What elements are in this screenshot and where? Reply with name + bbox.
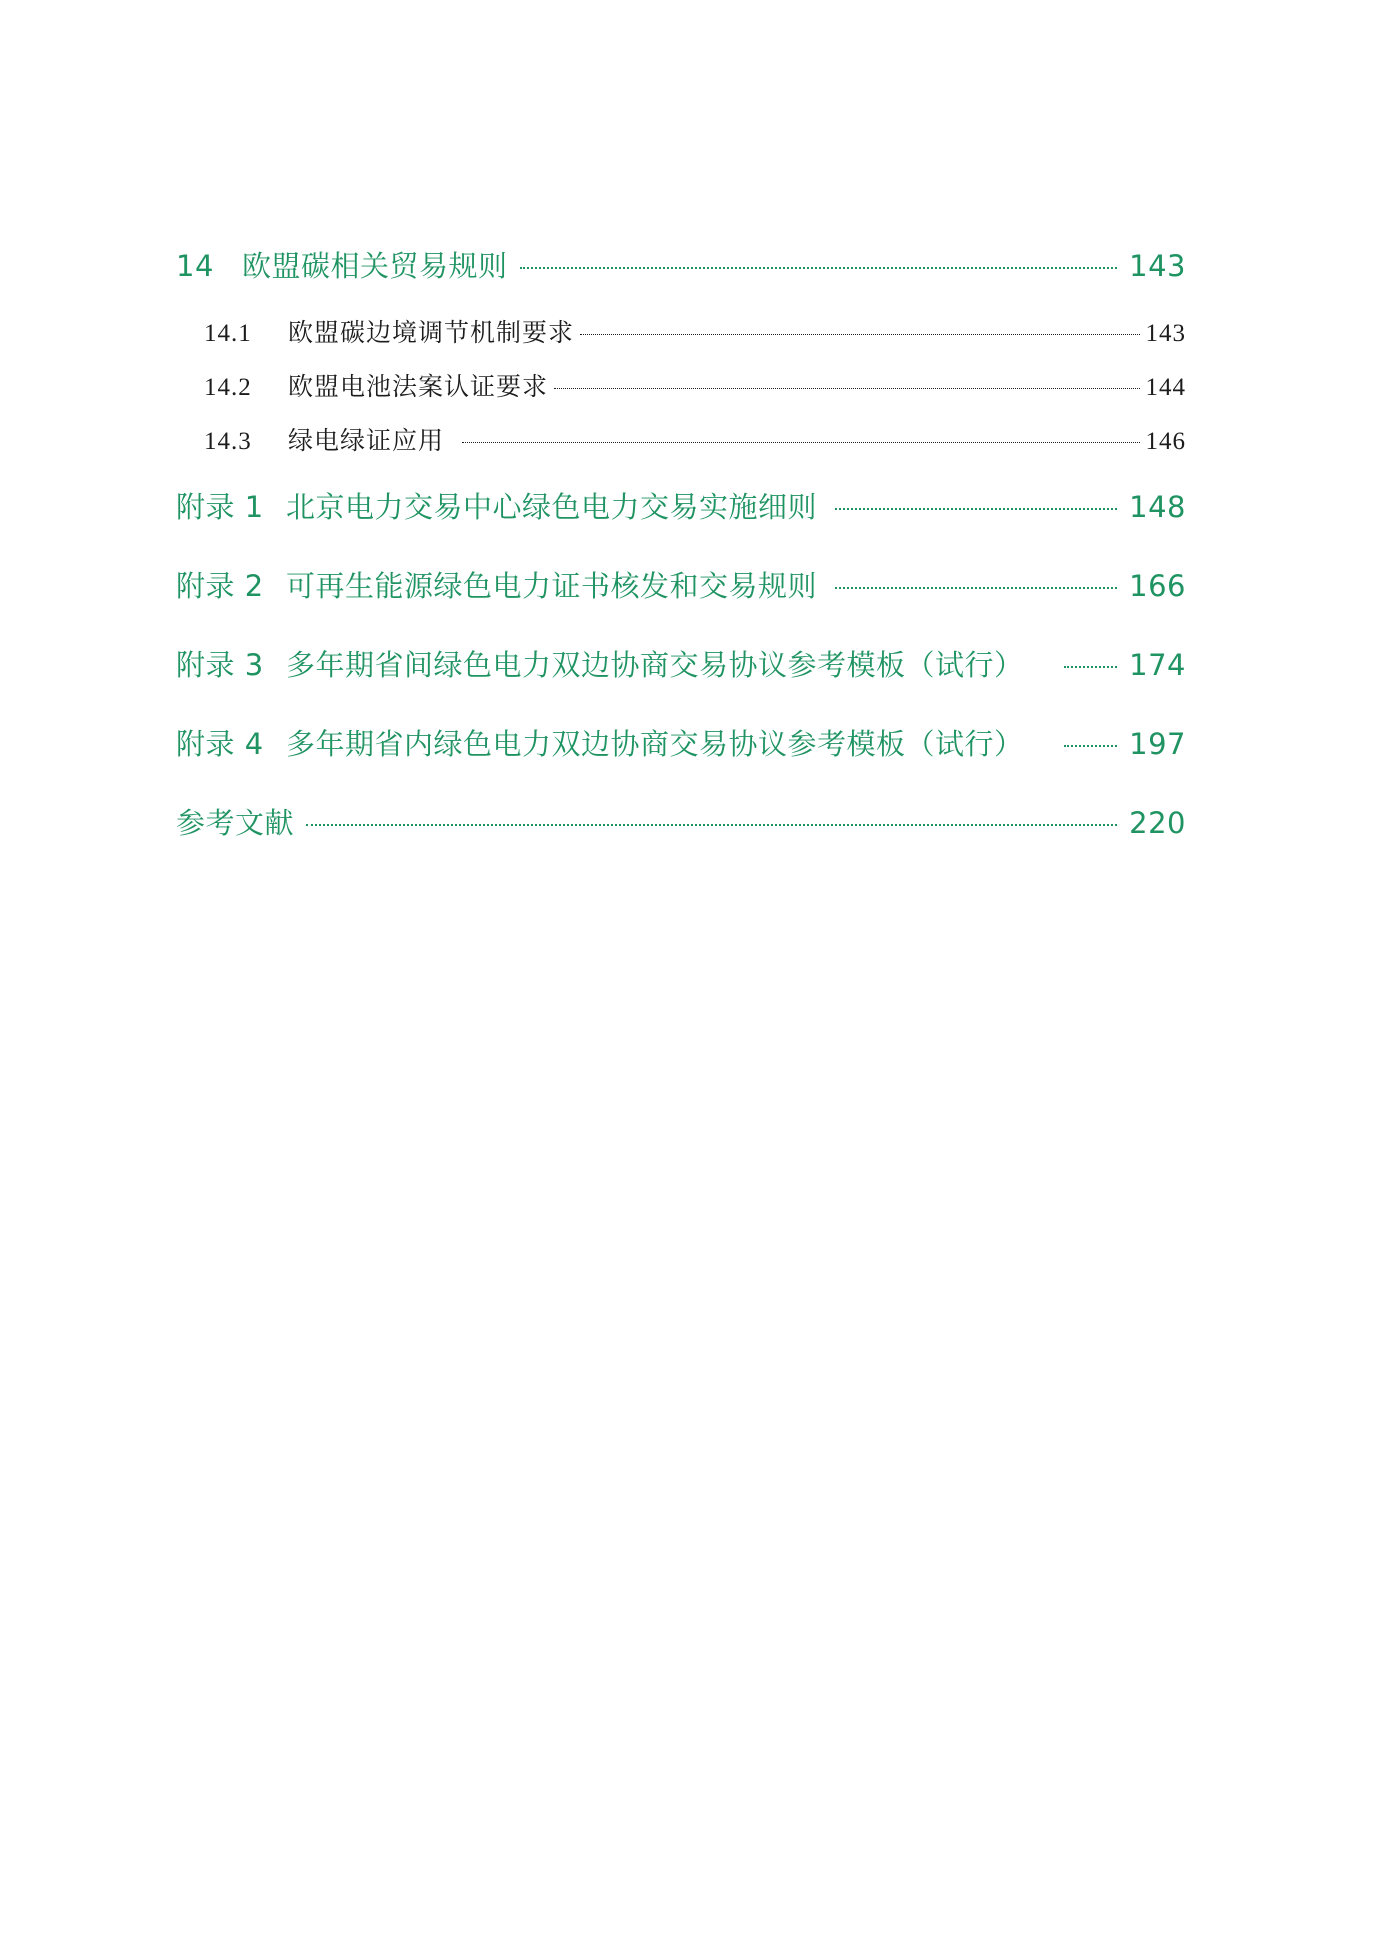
toc-entry-title: 欧盟碳边境调节机制要求: [288, 318, 575, 347]
toc-entry-title: 多年期省内绿色电力双边协商交易协议参考模板（试行）: [286, 727, 1024, 761]
toc-entry-title: 绿电绿证应用: [288, 426, 445, 455]
toc-entry-page: 148: [1129, 490, 1186, 524]
toc-entry-page: 197: [1129, 727, 1186, 761]
toc-entry-page: 146: [1145, 428, 1186, 455]
toc-entry-appendix-2[interactable]: [176, 564, 1186, 605]
toc-dot-leader: [554, 388, 1139, 389]
toc-entry-section-14-1[interactable]: [176, 313, 1186, 349]
toc-entry-title: 欧盟碳相关贸易规则: [242, 249, 508, 283]
toc-dot-leader: [1064, 666, 1118, 668]
toc-dot-leader: [835, 508, 1117, 510]
toc-entry-title: 北京电力交易中心绿色电力交易实施细则: [286, 490, 818, 524]
table-of-contents: [176, 244, 1186, 842]
toc-entry-page: 174: [1129, 648, 1186, 682]
toc-entry-chapter-14[interactable]: [176, 244, 1186, 285]
toc-entry-title: 参考文献: [176, 806, 295, 840]
toc-entry-section-14-3[interactable]: [176, 421, 1186, 457]
toc-entry-number: 附录 4: [176, 727, 264, 761]
toc-dot-leader: [462, 442, 1139, 443]
toc-entry-title: 可再生能源绿色电力证书核发和交易规则: [286, 569, 818, 603]
toc-entry-page: 220: [1129, 806, 1186, 840]
toc-dot-leader: [1064, 745, 1118, 747]
toc-entry-number: 14.1: [204, 320, 252, 347]
toc-entry-number: 附录 1: [176, 490, 264, 524]
toc-dot-leader: [520, 267, 1118, 269]
toc-entry-appendix-3[interactable]: [176, 643, 1186, 684]
toc-entry-title: 多年期省间绿色电力双边协商交易协议参考模板（试行）: [286, 648, 1024, 682]
toc-entry-appendix-4[interactable]: [176, 722, 1186, 763]
toc-entry-appendix-1[interactable]: [176, 485, 1186, 526]
toc-entry-page: 166: [1129, 569, 1186, 603]
toc-entry-page: 143: [1129, 249, 1186, 283]
toc-entry-page: 143: [1145, 320, 1186, 347]
toc-entry-page: 144: [1145, 374, 1186, 401]
toc-dot-leader: [580, 334, 1139, 335]
toc-entry-number: 附录 3: [176, 648, 264, 682]
toc-dot-leader: [306, 824, 1117, 826]
toc-dot-leader: [835, 587, 1117, 589]
toc-entry-number: 14: [176, 249, 214, 283]
toc-entry-title: 欧盟电池法案认证要求: [288, 372, 549, 401]
toc-entry-section-14-2[interactable]: [176, 367, 1186, 403]
toc-entry-number: 14.2: [204, 374, 252, 401]
toc-entry-number: 14.3: [204, 428, 252, 455]
toc-entry-number: 附录 2: [176, 569, 264, 603]
toc-entry-references[interactable]: [176, 801, 1186, 842]
